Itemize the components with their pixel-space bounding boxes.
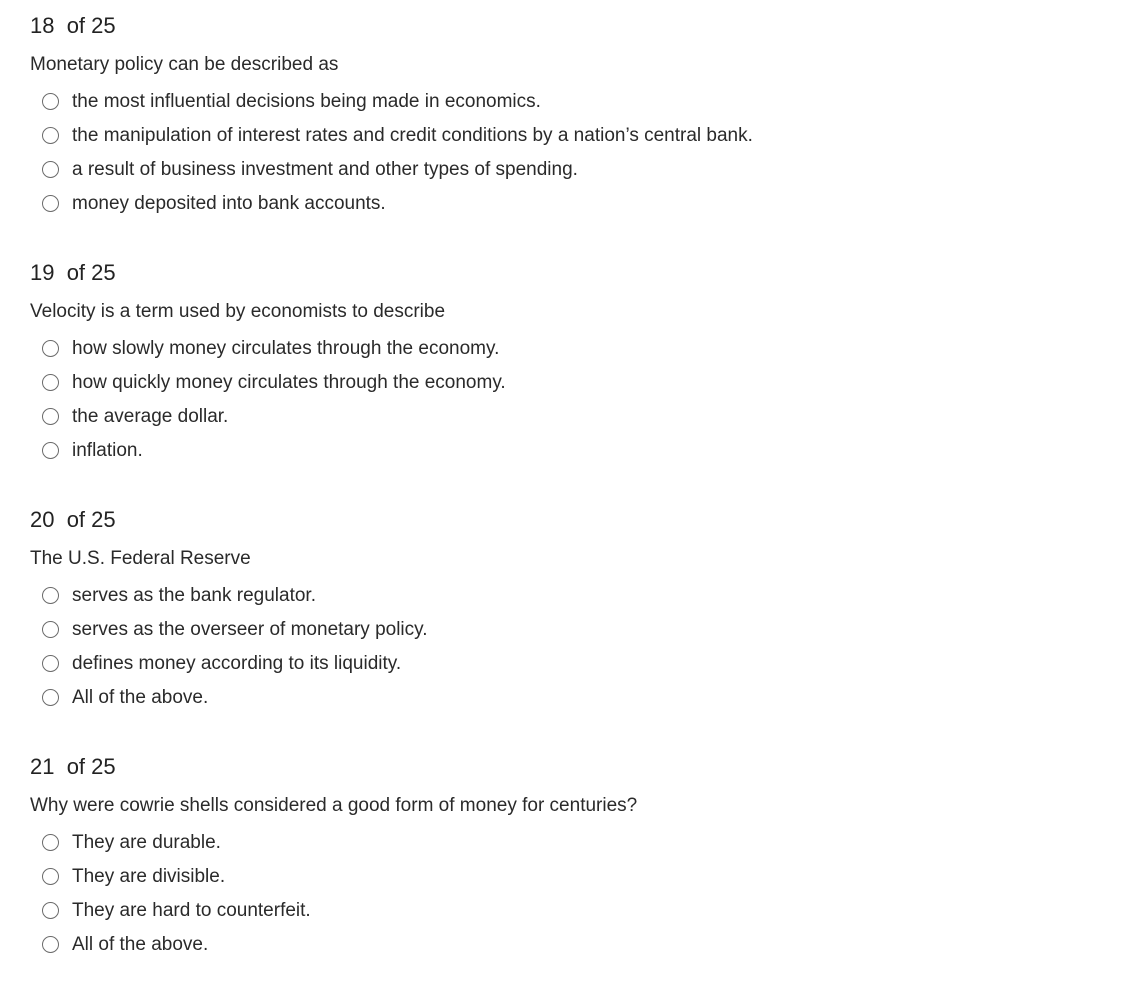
answer-label[interactable]: how slowly money circulates through the economy. bbox=[72, 338, 500, 359]
question-number: 19 of 25 bbox=[30, 260, 116, 285]
question-prompt: Why were cowrie shells considered a good form of money for centuries? bbox=[30, 795, 638, 816]
answer-label[interactable]: inflation. bbox=[72, 440, 143, 461]
radio-button[interactable] bbox=[42, 936, 59, 953]
answer-label[interactable]: They are divisible. bbox=[72, 866, 226, 887]
question-number: 21 of 25 bbox=[30, 754, 116, 779]
answer-label[interactable]: serves as the overseer of monetary policy. bbox=[72, 619, 428, 640]
answer-label[interactable]: serves as the bank regulator. bbox=[72, 585, 316, 606]
answer-label[interactable]: how quickly money circulates through the economy. bbox=[72, 372, 506, 393]
radio-button[interactable] bbox=[42, 408, 59, 425]
radio-button[interactable] bbox=[42, 127, 59, 144]
radio-button[interactable] bbox=[42, 374, 59, 391]
answer-label[interactable]: the most influential decisions being made in economics. bbox=[72, 91, 541, 112]
radio-button[interactable] bbox=[42, 587, 59, 604]
answer-label[interactable]: All of the above. bbox=[72, 687, 209, 708]
answer-label[interactable]: All of the above. bbox=[72, 934, 209, 955]
answer-label[interactable]: They are durable. bbox=[72, 832, 221, 853]
answer-label[interactable]: money deposited into bank accounts. bbox=[72, 193, 386, 214]
radio-button[interactable] bbox=[42, 902, 59, 919]
answer-label[interactable]: a result of business investment and other types of spending. bbox=[72, 159, 578, 180]
question-18 bbox=[0, 0, 1131, 247]
question-20 bbox=[0, 494, 1131, 741]
answer-label[interactable]: They are hard to counterfeit. bbox=[72, 900, 311, 921]
radio-button[interactable] bbox=[42, 93, 59, 110]
answer-label[interactable]: the average dollar. bbox=[72, 406, 229, 427]
radio-button[interactable] bbox=[42, 868, 59, 885]
question-prompt: Velocity is a term used by economists to describe bbox=[30, 301, 446, 322]
radio-button[interactable] bbox=[42, 195, 59, 212]
radio-button[interactable] bbox=[42, 689, 59, 706]
radio-button[interactable] bbox=[42, 834, 59, 851]
question-19 bbox=[0, 247, 1131, 494]
question-prompt: The U.S. Federal Reserve bbox=[30, 548, 251, 569]
radio-button[interactable] bbox=[42, 621, 59, 638]
question-number: 18 of 25 bbox=[30, 13, 116, 38]
question-21 bbox=[0, 741, 1131, 988]
answer-label[interactable]: the manipulation of interest rates and credit conditions by a nation’s central bank. bbox=[72, 125, 753, 146]
radio-button[interactable] bbox=[42, 340, 59, 357]
radio-button[interactable] bbox=[42, 442, 59, 459]
answer-label[interactable]: defines money according to its liquidity. bbox=[72, 653, 402, 674]
question-number: 20 of 25 bbox=[30, 507, 116, 532]
radio-button[interactable] bbox=[42, 161, 59, 178]
radio-button[interactable] bbox=[42, 655, 59, 672]
question-prompt: Monetary policy can be described as bbox=[30, 54, 339, 75]
